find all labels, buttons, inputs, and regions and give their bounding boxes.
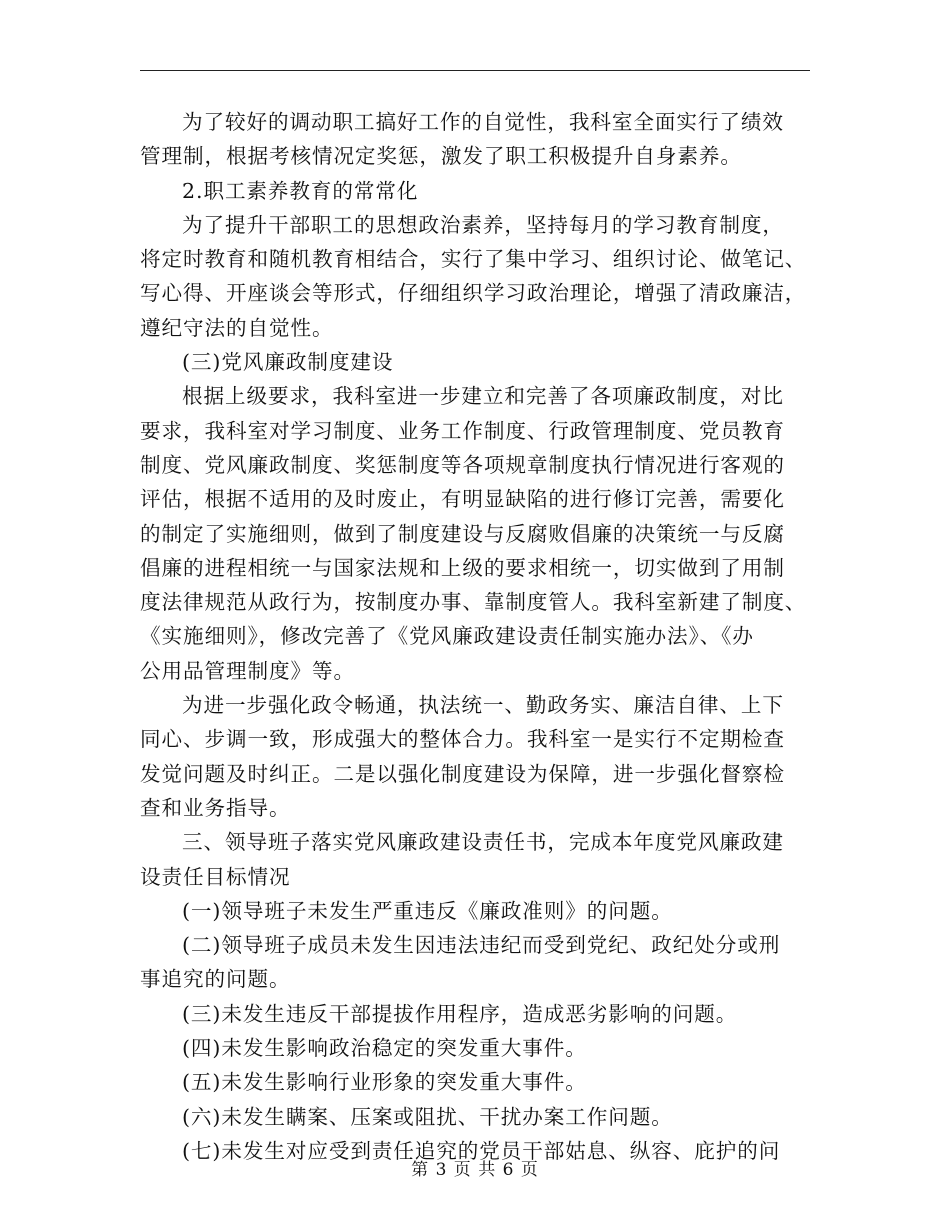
text-line: 三、领导班子落实党风廉政建设责任书，完成本年度党风廉政建	[182, 830, 784, 855]
text-line: (三)党风廉政制度建设	[182, 350, 394, 375]
text-line: 度法律规范从政行为，按制度办事、靠制度管人。我科室新建了制度、	[140, 590, 807, 615]
subheading-system-building	[140, 345, 810, 379]
subheading-education	[140, 174, 810, 208]
text-line: 遵纪守法的自觉性。	[140, 315, 334, 340]
text-line: (一)领导班子未发生严重违反《廉政准则》的问题。	[182, 898, 673, 923]
text-line: 查和业务指导。	[140, 795, 291, 820]
text-line: 将定时教育和随机教育相结合，实行了集中学习、组织讨论、做笔记、	[140, 247, 807, 272]
text-line: 管理制，根据考核情况定奖惩，激发了职工积极提升自身素养。	[140, 144, 742, 169]
section-heading-three	[140, 825, 810, 894]
text-line: 根据上级要求，我科室进一步建立和完善了各项廉政制度，对比	[182, 384, 784, 409]
text-line: 要求，我科室对学习制度、业务工作制度、行政管理制度、党员教育	[140, 418, 785, 443]
list-item-one	[140, 894, 810, 928]
list-item-five	[140, 1065, 810, 1099]
text-line: 设责任目标情况	[140, 864, 291, 889]
list-item-three	[140, 997, 810, 1031]
list-item-two	[140, 928, 810, 997]
text-line: 发觉问题及时纠正。二是以强化制度建设为保障，进一步强化督察检	[140, 761, 785, 786]
paragraph-strengthen-orders	[140, 688, 810, 825]
text-line: (三)未发生违反干部提拔作用程序，造成恶劣影响的问题。	[182, 1001, 738, 1026]
text-line: 同心、步调一致，形成强大的整体合力。我科室一是实行不定期检查	[140, 727, 785, 752]
text-line: 评估，根据不适用的及时废止，有明显缺陷的进行修订完善，需要化	[140, 487, 785, 512]
paragraph-performance-management	[140, 105, 810, 174]
text-line: (二)领导班子成员未发生因违法违纪而受到党纪、政纪处分或刑	[182, 933, 781, 958]
text-line: 为了较好的调动职工搞好工作的自觉性，我科室全面实行了绩效	[182, 110, 784, 134]
text-line: 为进一步强化政令畅通，执法统一、勤政务实、廉洁自律、上下	[182, 693, 784, 718]
text-line: (六)未发生瞒案、压案或阻扰、干扰办案工作问题。	[182, 1104, 673, 1129]
paragraph-system-building	[140, 379, 810, 688]
document-body	[140, 105, 810, 1168]
text-line: 事追究的问题。	[140, 967, 291, 992]
text-line: (五)未发生影响行业形象的突发重大事件。	[182, 1070, 587, 1095]
text-line: 为了提升干部职工的思想政治素养，坚持每月的学习教育制度，	[182, 212, 784, 237]
text-line: 制度、党风廉政制度、奖惩制度等各项规章制度执行情况进行客观的	[140, 452, 785, 477]
text-line: 写心得、开座谈会等形式，仔细组织学习政治理论，增强了清政廉洁，	[140, 281, 807, 306]
page-number: 第 3 页 共 6 页	[411, 1160, 539, 1180]
paragraph-political-study	[140, 208, 810, 345]
text-line: 公用品管理制度》等。	[140, 658, 355, 683]
text-line: (七)未发生对应受到责任追究的党员干部姑息、纵容、庇护的问	[182, 1138, 781, 1163]
text-line: (四)未发生影响政治稳定的突发重大事件。	[182, 1036, 587, 1061]
text-line: 倡廉的进程相统一与国家法规和上级的要求相统一，切实做到了用制	[140, 555, 785, 580]
header-rule	[140, 70, 810, 71]
text-line: 的制定了实施细则，做到了制度建设与反腐败倡廉的决策统一与反腐	[140, 521, 785, 546]
list-item-four	[140, 1031, 810, 1065]
text-line: 2.职工素养教育的常常化	[182, 178, 419, 203]
list-item-six	[140, 1100, 810, 1134]
text-line: 《实施细则》，修改完善了《党风廉政建设责任制实施办法》、《办	[140, 624, 754, 649]
